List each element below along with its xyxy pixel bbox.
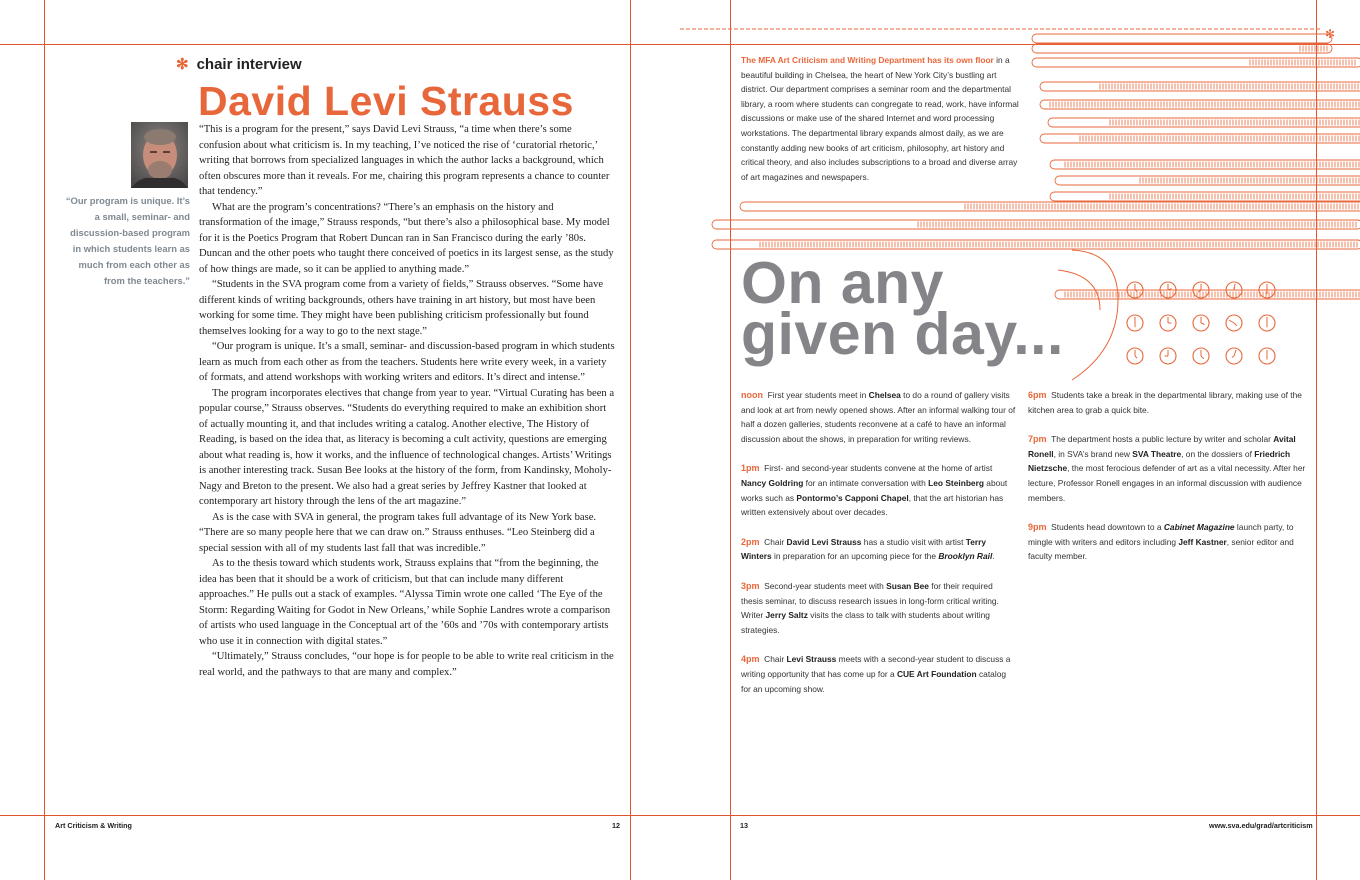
body-paragraph: “This is a program for the present,” says David Levi Strauss, “a time when there’s some confusion about what criticism is. In my teaching, I’ve noticed the rise of ‘curatorial rhetoric,’ writing that borrows from specialized languages in which the author lacks a background, which often obscures more than it reveals. For me, chairing this program represents a chance to counter that tendency.” xyxy=(199,124,610,197)
schedule-text: The department hosts a public lecture by writer and scholar Avital Ronell, in SVA’s brand new SVA Theatre, on the dossiers of Friedrich Nietzsche, the most ferocious defender of art as a vital necessity. After her lecture, Professor Ronell engages in an informal discussion with audience members. xyxy=(1028,434,1306,503)
clock-hand xyxy=(1234,350,1236,356)
schedule-text: First year students meet in Chelsea to do a round of gallery visits and look at art from newly opened shows. After an informal walking tour of half a dozen galleries, students reconvene at a café to have an informal discussion about the shows, in preparation for writing reviews. xyxy=(741,390,1016,444)
decorative-arc xyxy=(1072,250,1118,380)
schedule-entry xyxy=(741,579,1016,637)
schedule-text: Chair David Levi Strauss has a studio visit with artist Terry Winters in preparation for an upcoming piece for the Brooklyn Rail. xyxy=(741,536,995,562)
decorative-pill xyxy=(1050,192,1360,201)
body-paragraph: “Our program is unique. It’s a small, seminar- and discussion-based program in which students learn as much from each other as from the teachers. Students here write every week, in a variety of formats, and attend workshops with working writers and editors. It’s direct and intense.” xyxy=(199,341,615,383)
schedule-time: noon xyxy=(741,390,763,400)
schedule-text: Students head downtown to a Cabinet Magazine launch party, to mingle with writers and editors including Jeff Kastner, senior editor and faculty member. xyxy=(1028,522,1294,562)
body-paragraph: As to the thesis toward which students work, Strauss explains that “from the beginning, the idea has been that it should be a work of criticism, but that can include many different approaches.” He pulls out a stack of examples. “Alyssa Timin wrote one called ‘The Eye of the Storm: Regarding Waiting for Godot in New Orleans,’ while Sophie Landres wrote a comparison of artists who used language in the Conceptual art of the ’60s and ’70s with contemporary artists who use it in connection with digital states.” xyxy=(199,558,611,647)
schedule-entry xyxy=(1028,520,1308,564)
clock-hand xyxy=(1232,356,1234,357)
decorative-pill xyxy=(1050,160,1360,169)
page-number: 13 xyxy=(740,821,748,830)
pull-quote: “Our program is unique. It’s a small, seminar- and discussion-based program in which students learn as much from each other as from the teachers.” xyxy=(65,195,190,286)
clock-hand xyxy=(1201,323,1205,324)
footer-title: Art Criticism & Writing xyxy=(55,821,132,830)
schedule-time: 2pm xyxy=(741,536,760,547)
decorative-pill xyxy=(1032,34,1332,43)
schedule-text: Second-year students meet with Susan Bee for their required thesis seminar, to discuss research issues in long-form critical writing. Writer Jerry Saltz visits the class to talk with students about writing strategies. xyxy=(741,580,999,635)
schedule-time: 4pm xyxy=(741,654,760,665)
page-title: David Levi Strauss xyxy=(198,78,574,124)
schedule-time: 6pm xyxy=(1028,390,1047,400)
intro-lead: The MFA Art Criticism and Writing Department has its own floor xyxy=(741,55,994,65)
section-title-line2: given day... xyxy=(741,301,1064,367)
schedule-column-1 xyxy=(741,388,1016,711)
schedule-time: 9pm xyxy=(1028,522,1047,533)
page-number: 12 xyxy=(612,821,620,830)
clock-hand xyxy=(1135,356,1137,358)
schedule-column-2 xyxy=(1028,388,1308,579)
body-paragraph: “Ultimately,” Strauss concludes, “our hope is for people to be able to write real criticism in the real world, and the pathways to that are many and complex.” xyxy=(199,651,614,678)
clock-hand xyxy=(1201,356,1204,359)
section-title-line1: On any xyxy=(741,250,944,316)
schedule-time: 1pm xyxy=(741,463,760,474)
decorative-pill xyxy=(1032,58,1360,67)
clock-hand xyxy=(1234,323,1237,326)
schedule-entry xyxy=(741,461,1016,519)
decorative-pill xyxy=(1040,82,1360,91)
body-paragraph: The program incorporates electives that change from year to year. “Virtual Curating has been a popular course,” Strauss observes. “Students do everything required to make an exhibition short of actually mounting it, and that includes writing a catalog. Another elective, The History of Reading, is based on the idea that, as literacy is becoming a cult activity, questions are emerging about what reading is, how it works, and the influence of technological changes. Artists’ Writings is another interesting track. Susan Bee looks at the history of the form, from Kandinsky, Moholy-Nagy and Breton to the present. We also had a great series by Jeffrey Kastner that looked at contemporary art history through the lens of the art magazine.” xyxy=(199,387,615,507)
decorative-pill xyxy=(740,202,1360,211)
kicker-label: chair interview xyxy=(196,56,302,73)
schedule-text: Chair Levi Strauss meets with a second-year student to discuss a writing opportunity that has come up for a CUE Art Foundation catalog for an upcoming show. xyxy=(741,654,1011,694)
schedule-text: First- and second-year students convene at the home of artist Nancy Goldring for an intimate conversation with Leo Steinberg about works such as Pontormo’s Capponi Chapel, that the art historian has written extensively about over decades. xyxy=(741,463,1008,518)
schedule-entry xyxy=(741,388,1016,446)
body-paragraph: “Students in the SVA program come from a variety of fields,” Strauss observes. “Some have different kinds of writing backgrounds, others have training in art history, but most have been working for some time. They might have been publishing criticism professionally but found themselves looking for a way to go to the next stage.” xyxy=(199,279,604,337)
asterisk-icon: ✻ xyxy=(176,56,189,73)
intro-body: in a beautiful building in Chelsea, the heart of New York City’s bustling art district. Our department comprises a seminar room and the departmental library, a room where students can congregate to read, work, have informal discussions or make use of the shared Internet and word processing workstations. The departmental library expands almost daily, as we are constantly adding new books of art criticism, philosophy, art history and critical theory, and also includes subscriptions to a broad and diverse array of art magazines and newspapers. xyxy=(741,55,1019,182)
schedule-time: 7pm xyxy=(1028,434,1047,445)
schedule-entry xyxy=(1028,432,1308,505)
body-paragraph: What are the program’s concentrations? “There’s an emphasis on the history and transformation of the image,” Strauss responds, “but there’s also a philosophical base. My model for it is the Poetics Program that Robert Duncan ran in San Francisco during the early ’80s. Duncan and the other poets who taught there conceived of poetics in its largest sense, as the study of how things are made, so it can be applied to anything made.” xyxy=(199,201,614,275)
schedule-entry xyxy=(1028,388,1308,417)
footer-url: www.sva.edu/grad/artcriticism xyxy=(1209,821,1313,830)
schedule-entry xyxy=(741,652,1016,696)
schedule-time: 3pm xyxy=(741,580,760,591)
section-title xyxy=(741,250,1064,367)
body-paragraph: As is the case with SVA in general, the program takes full advantage of its New York base. “There are so many people here that we can draw on.” Strauss enthuses. “Leo Steinberg did a special session with all of my students last fall that was incredible.” xyxy=(199,511,597,554)
asterisk-icon: ✻ xyxy=(1325,27,1336,41)
decorative-pill xyxy=(1048,118,1360,127)
schedule-text: Students take a break in the departmental library, making use of the kitchen area to grab a quick bite. xyxy=(1028,390,1302,415)
decorative-pill xyxy=(1032,44,1332,53)
clock-hand xyxy=(1229,320,1234,323)
schedule-entry xyxy=(741,535,1016,564)
